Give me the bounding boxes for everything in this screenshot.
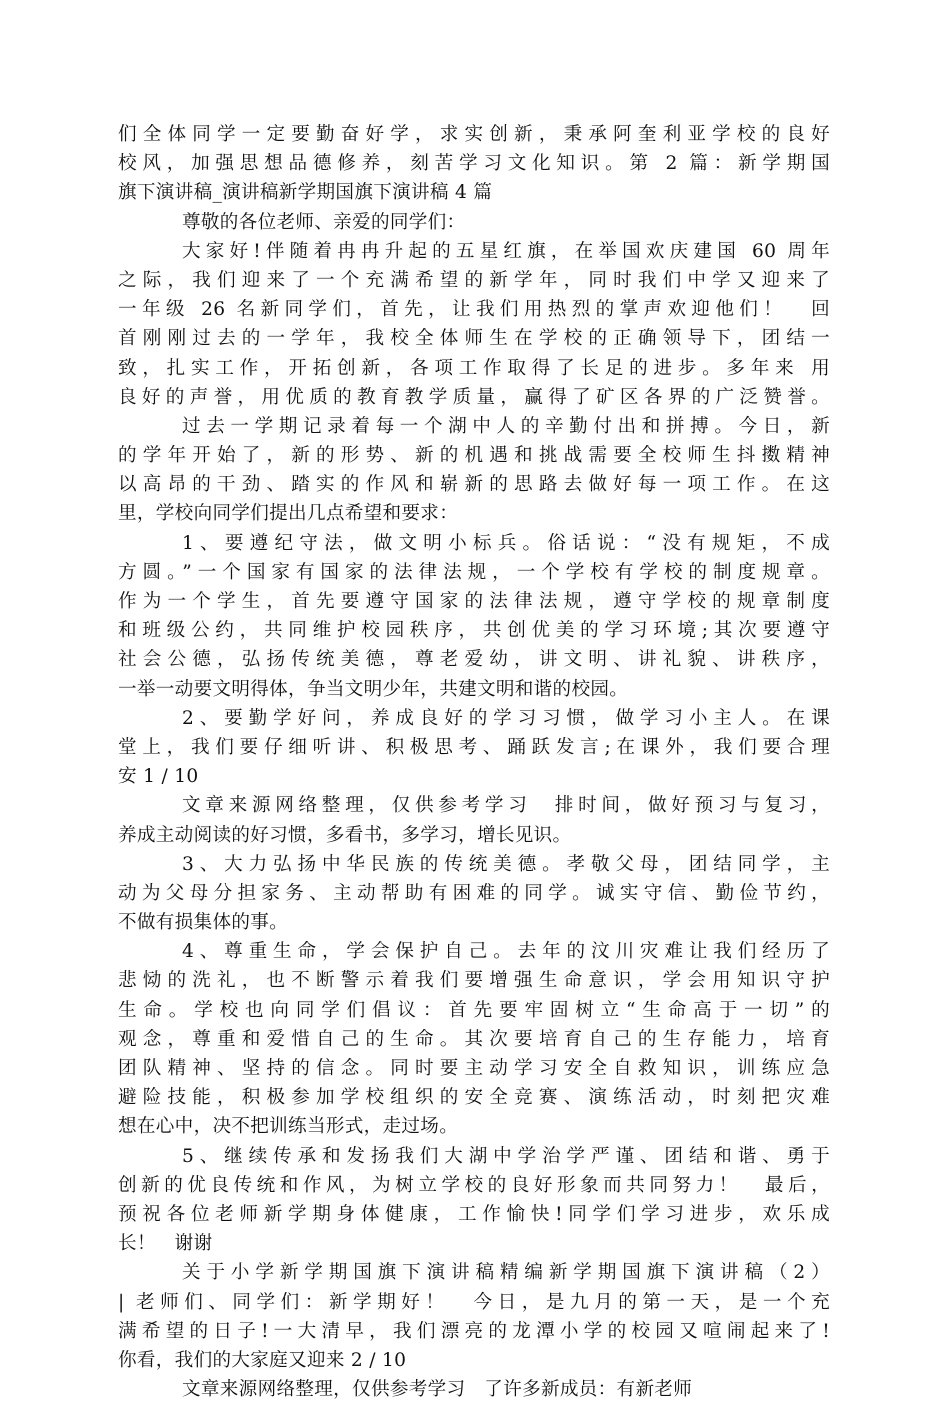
text-line: 良好的声誉，用优质的教育教学质量，赢得了矿区各界的广泛赞誉。 — [118, 386, 830, 408]
text-line: 和班级公约，共同维护校园秩序，共创优美的学习环境;其次要遵守 — [118, 620, 830, 642]
text-line: | 老师们、同学们：新学期好！ 今日，是九月的第一天，是一个充 — [118, 1291, 830, 1313]
text-line: 致，扎实工作，开拓创新，各项工作取得了长足的进步。多年来 用 — [118, 357, 830, 379]
text-line: 以高昂的干劲、踏实的作风和崭新的思路去做好每一项工作。在这 — [118, 474, 830, 496]
text-line: 想在心中，决不把训练当形式，走过场。 — [118, 1116, 459, 1138]
text-line: 5、继续传承和发扬我们大湖中学治学严谨、团结和谐、勇于 — [182, 1145, 830, 1167]
text-line: 安 1 / 10 — [118, 766, 199, 788]
text-line: 养成主动阅读的好习惯，多看书，多学习，增长见识。 — [118, 824, 572, 846]
text-line: 2、要勤学好问，养成良好的学习习惯，做学习小主人。在课 — [182, 707, 830, 729]
text-line: 动为父母分担家务、主动帮助有困难的同学。诚实守信、勤俭节约， — [118, 882, 830, 904]
text-line: 满希望的日子!一大清早，我们漂亮的龙潭小学的校园又喧闹起来了! — [118, 1320, 830, 1342]
text-line: 团队精神、坚持的信念。同时要主动学习安全自救知识，训练应急 — [118, 1058, 830, 1079]
text-line: 你看，我们的大家庭又迎来 2 / 10 — [118, 1349, 407, 1371]
text-line: 避险技能，积极参加学校组织的安全竞赛、演练活动，时刻把灾难 — [118, 1087, 830, 1109]
text-line: 堂上，我们要仔细听讲、积极思考、踊跃发言;在课外，我们要合理 — [118, 736, 830, 758]
text-line: 们全体同学一定要勤奋好学，求实创新，秉承阿奎利亚学校的良好 — [118, 124, 830, 145]
text-line: 1、要遵纪守法，做文明小标兵。俗话说：“没有规矩，不成 — [182, 532, 830, 554]
text-line: 文章来源网络整理，仅供参考学习 排时间，做好预习与复习， — [182, 795, 830, 817]
text-line: 旗下演讲稿_演讲稿新学期国旗下演讲稿 4 篇 — [118, 182, 493, 204]
text-line: 悲恸的洗礼，也不断警示着我们要增强生命意识，学会用知识守护 — [118, 970, 830, 992]
text-line: 一年级 26 名新同学们，首先，让我们用热烈的掌声欢迎他们！ 回 — [118, 299, 830, 321]
text-line: 社会公德，弘扬传统美德，尊老爱幼，讲文明、讲礼貌、讲秩序， — [118, 649, 830, 671]
text-line: 长！ 谢谢 — [118, 1233, 213, 1255]
text-line: 一举一动要文明得体，争当文明少年，共建文明和谐的校园。 — [118, 678, 629, 700]
text-line: 里，学校向同学们提出几点希望和要求： — [118, 503, 459, 525]
text-line: 尊敬的各位老师、亲爱的同学们： — [182, 211, 466, 233]
text-line: 首刚刚过去的一学年，我校全体师生在学校的正确领导下，团结一 — [118, 328, 830, 350]
text-line: 过去一学期记录着每一个湖中人的辛勤付出和拼搏。今日，新 — [182, 415, 830, 437]
text-line: 预祝各位老师新学期身体健康，工作愉快!同学们学习进步，欢乐成 — [118, 1203, 830, 1225]
text-line: 生命。学校也向同学们倡议：首先要牢固树立“生命高于一切”的 — [118, 999, 830, 1021]
text-line: 的学年开始了，新的形势、新的机遇和挑战需要全校师生抖擞精神 — [118, 445, 830, 467]
text-line: 4、尊重生命，学会保护自己。去年的汶川灾难让我们经历了 — [182, 941, 830, 963]
text-line: 3、大力弘扬中华民族的传统美德。孝敬父母，团结同学，主 — [182, 853, 830, 875]
text-line: 观念，尊重和爱惜自己的生命。其次要培育自己的生存能力，培育 — [118, 1028, 830, 1050]
text-line: 校风，加强思想品德修养，刻苦学习文化知识。第 2 篇：新学期国 — [118, 153, 830, 175]
text-line: 创新的优良传统和作风，为树立学校的良好形象而共同努力！ 最后， — [118, 1174, 830, 1196]
document-body — [118, 120, 830, 1404]
text-line: 之际，我们迎来了一个充满希望的新学年，同时我们中学又迎来了 — [118, 269, 830, 291]
text-line: 大家好!伴随着冉冉升起的五星红旗，在举国欢庆建国 60 周年 — [182, 240, 830, 262]
text-line: 不做有损集体的事。 — [118, 912, 289, 934]
text-line: 文章来源网络整理，仅供参考学习 了许多新成员：有新老师 — [182, 1379, 693, 1401]
text-line: 关于小学新学期国旗下演讲稿精编新学期国旗下演讲稿（2） — [182, 1262, 830, 1284]
text-line: 方圆。”一个国家有国家的法律法规，一个学校有学校的制度规章。 — [118, 561, 830, 583]
text-line: 作为一个学生，首先要遵守国家的法律法规，遵守学校的规章制度 — [118, 591, 830, 612]
